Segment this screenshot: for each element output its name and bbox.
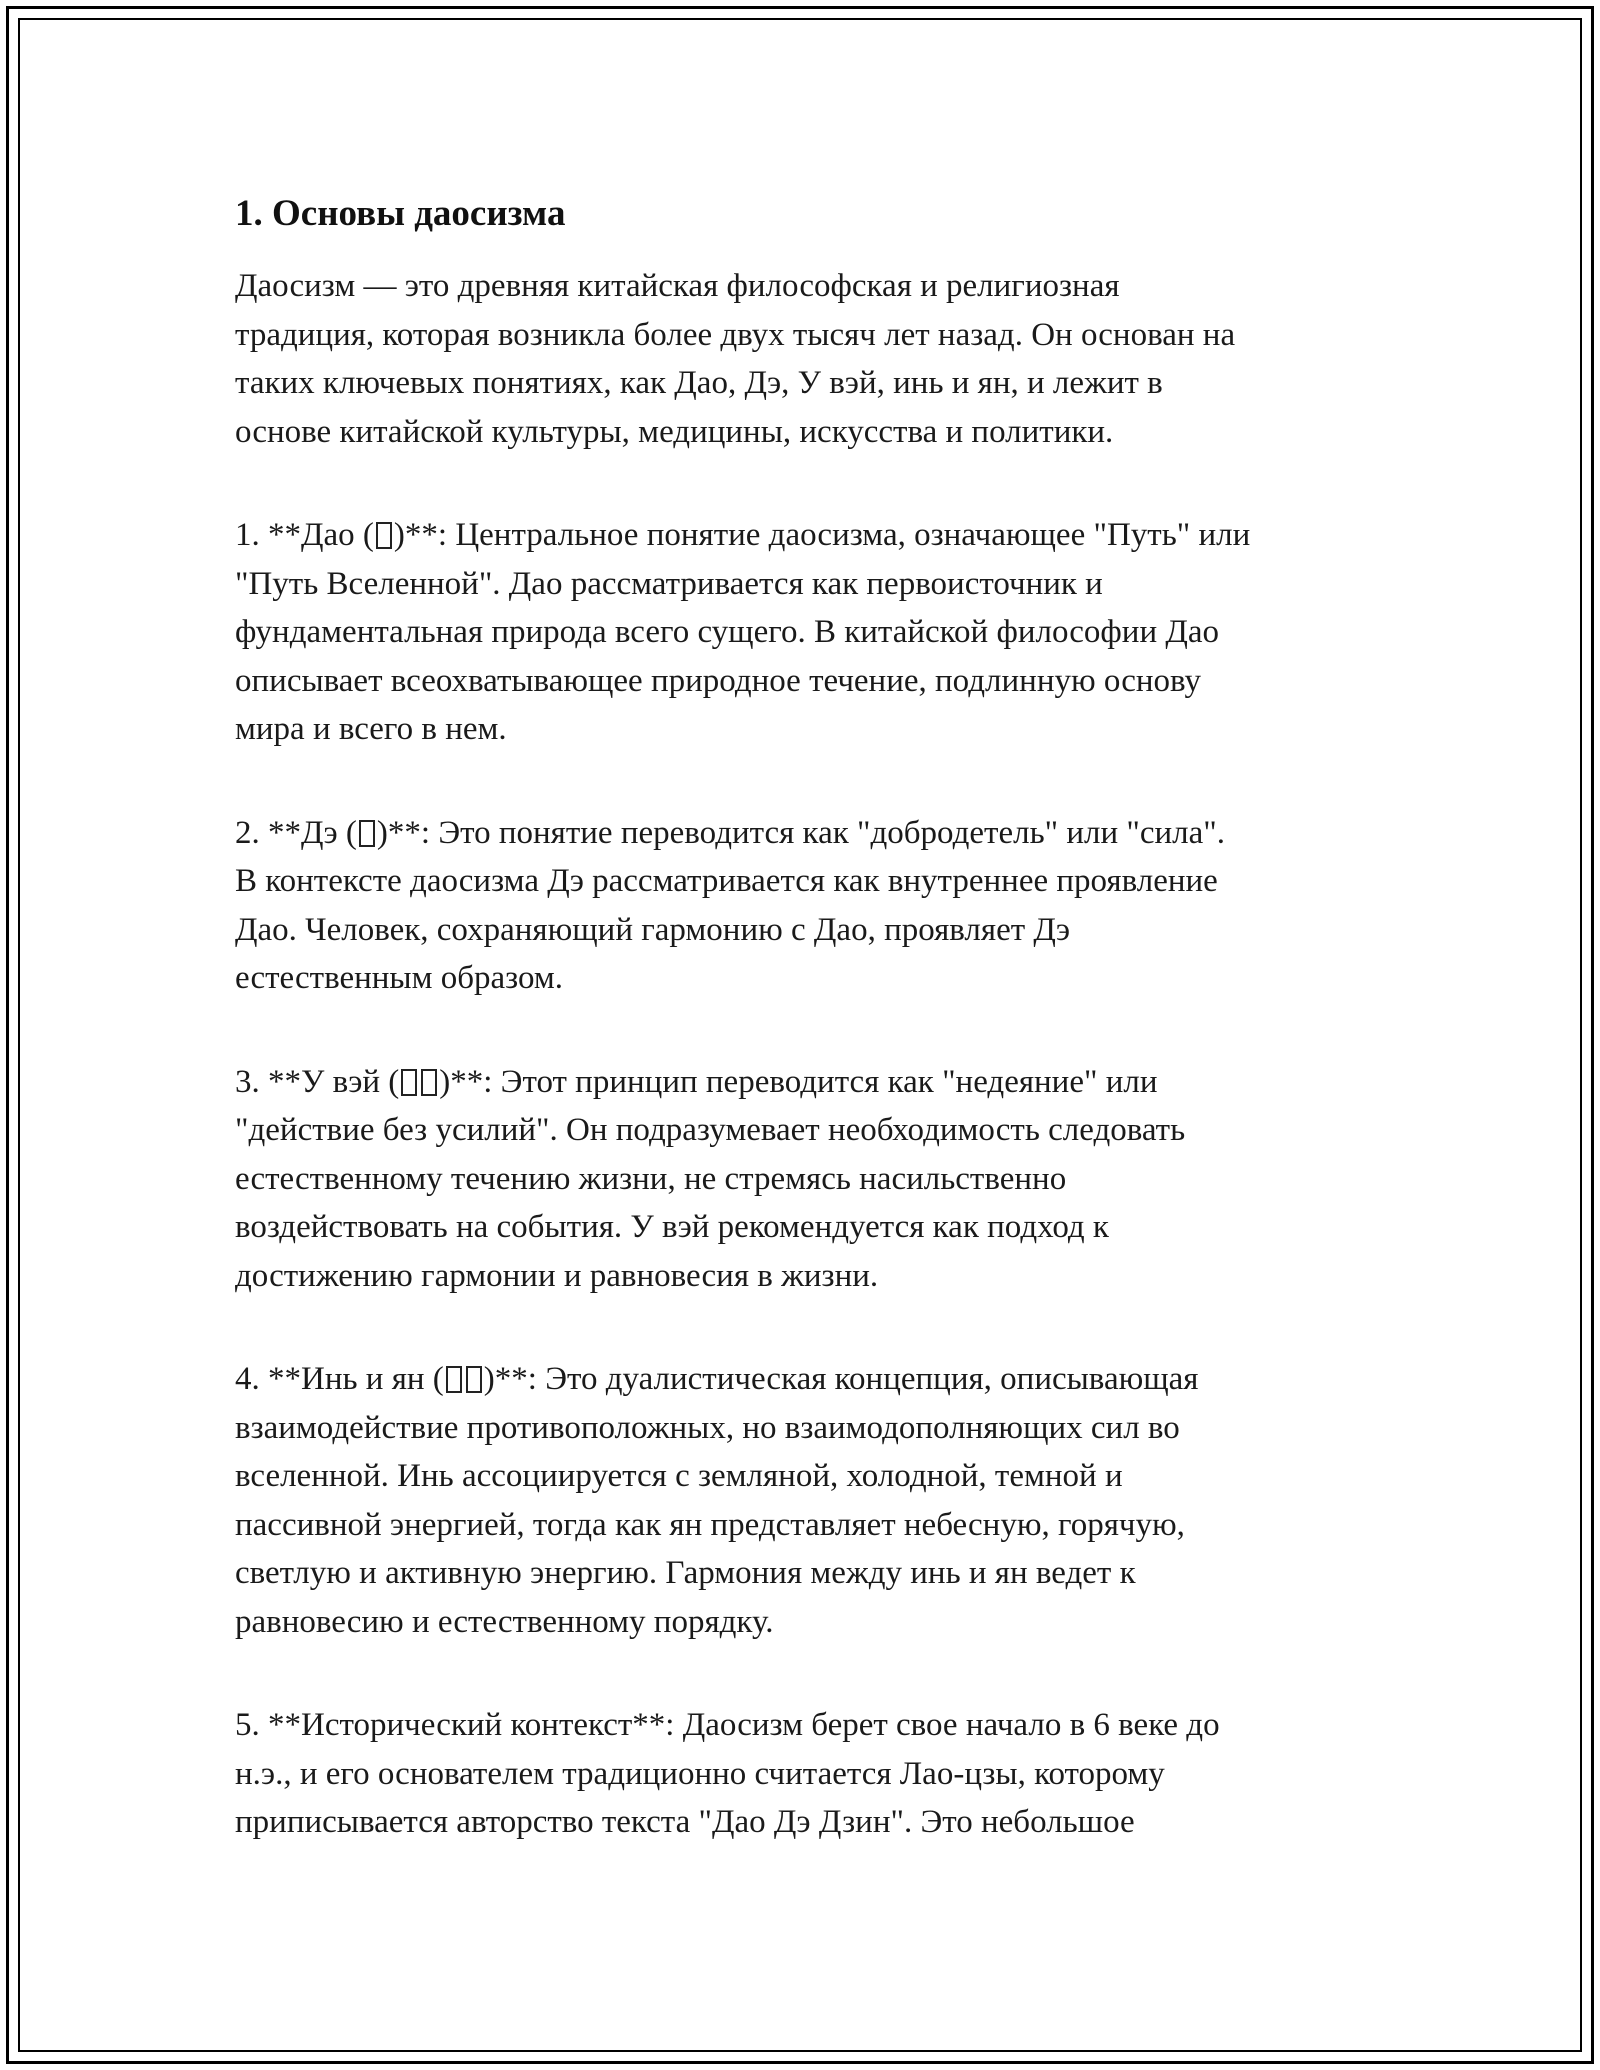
text-line: равновесию и естественному порядку. (235, 1603, 774, 1640)
list-item-historical-context (235, 1701, 1370, 1847)
text-line: традиция, которая возникла более двух тысяч лет назад. Он основан на (235, 316, 1236, 353)
text-line: 5. **Исторический контекст**: Даосизм берет свое начало в 6 веке до (235, 1707, 1220, 1743)
item-rest: )**: Это дуалистическая концепция, описывающая (483, 1361, 1199, 1397)
list-item-de (235, 809, 1370, 1003)
text-line: естественным образом. (235, 960, 564, 996)
text-line: светлую и активную энергию. Гармония между инь и ян ведет к (235, 1555, 1136, 1591)
list-item-wu-wei (235, 1058, 1370, 1301)
list-item-yin-yang (235, 1355, 1370, 1646)
text-line (235, 809, 1370, 858)
text-line: приписывается авторство текста "Дао Дэ Дзин". Это небольшое (235, 1804, 1135, 1840)
item-rest: )**: Этот принцип переводится как "недеяние" или (439, 1063, 1158, 1100)
missing-glyph-icon (421, 1069, 437, 1096)
text-line: воздействовать на события. У вэй рекомендуется как подход к (235, 1209, 1109, 1245)
missing-glyph-icon (401, 1069, 417, 1096)
text-line: Дао. Человек, сохраняющий гармонию с Дао, проявляет Дэ (235, 911, 1071, 948)
text-line: фундаментальная природа всего сущего. В китайской философии Дао (235, 614, 1220, 650)
text-line: "Путь Вселенной". Дао рассматривается как первоисточник и (235, 565, 1103, 602)
text-line: достижению гармонии и равновесия в жизни. (235, 1257, 879, 1294)
document-body (235, 186, 1370, 1902)
text-line (235, 1355, 1370, 1404)
missing-glyph-icon (466, 1366, 482, 1393)
text-line (235, 1058, 1370, 1107)
list-item-dao (235, 511, 1370, 754)
item-lead: 3. **У вэй ( (235, 1063, 400, 1100)
text-line: описывает всеохватывающее природное течение, подлинную основу (235, 662, 1201, 699)
text-line: н.э., и его основателем традиционно считается Лао-цзы, которому (235, 1755, 1165, 1792)
item-rest: )**: Это понятие переводится как "добродетель" или "сила". (376, 814, 1225, 851)
text-line (235, 511, 1370, 560)
text-line: естественному течению жизни, не стремясь насильственно (235, 1160, 1067, 1197)
item-lead: 2. **Дэ ( (235, 814, 357, 851)
text-line: мира и всего в нем. (235, 711, 507, 747)
item-lead: 4. **Инь и ян ( (235, 1361, 444, 1397)
text-line: В контексте даосизма Дэ рассматривается как внутреннее проявление (235, 863, 1218, 899)
text-line: пассивной энергией, тогда как ян представляет небесную, горячую, (235, 1506, 1185, 1543)
item-rest: )**: Центральное понятие даосизма, означающее "Путь" или (393, 517, 1251, 553)
section-heading: 1. Основы даосизма (235, 193, 566, 234)
missing-glyph-icon (446, 1366, 462, 1393)
missing-glyph-icon (376, 522, 392, 549)
text-line: "действие без усилий". Он подразумевает необходимость следовать (235, 1112, 1186, 1148)
intro-paragraph (235, 262, 1370, 456)
text-line: Даосизм — это древняя китайская философская и религиозная (235, 268, 1120, 304)
text-line: основе китайской культуры, медицины, искусства и политики. (235, 413, 1114, 450)
text-line: таких ключевых понятиях, как Дао, Дэ, У вэй, инь и ян, и лежит в (235, 365, 1163, 401)
text-line: вселенной. Инь ассоциируется с земляной, холодной, темной и (235, 1458, 1123, 1494)
text-line: взаимодействие противоположных, но взаимодополняющих сил во (235, 1409, 1180, 1446)
missing-glyph-icon (359, 820, 375, 847)
item-lead: 1. **Дао ( (235, 517, 374, 553)
